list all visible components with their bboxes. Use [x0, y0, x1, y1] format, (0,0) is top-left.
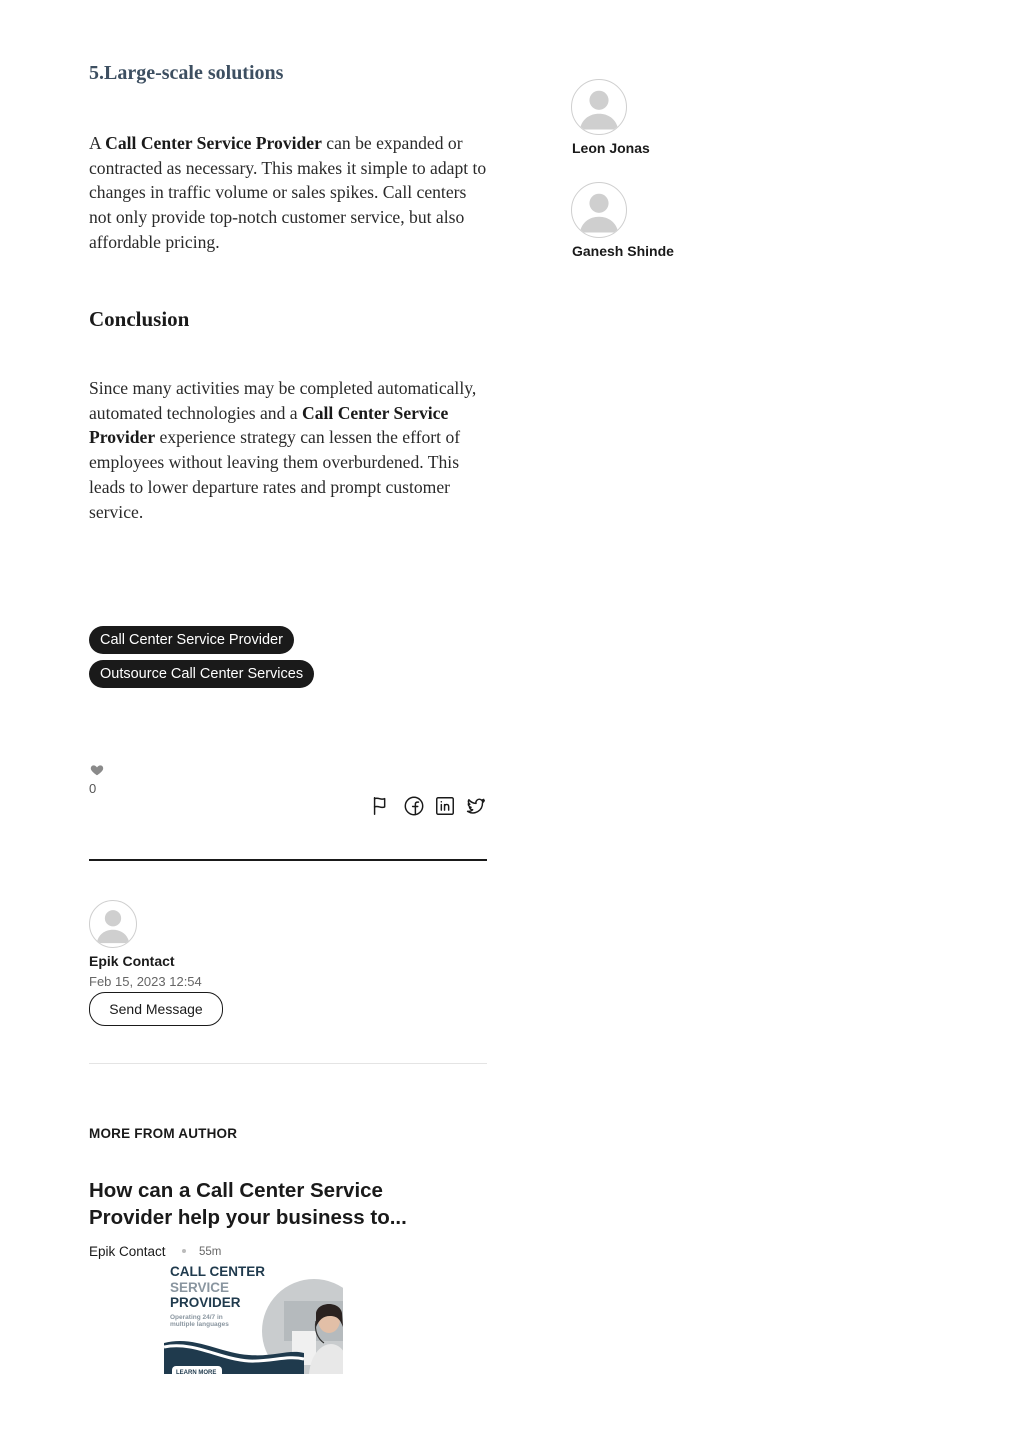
avatar[interactable] — [571, 79, 627, 135]
thumb-subtitle2: multiple languages — [170, 1321, 229, 1328]
flag-icon[interactable] — [370, 795, 392, 817]
heart-icon[interactable] — [90, 763, 104, 777]
avatar[interactable] — [89, 900, 137, 948]
divider — [89, 859, 487, 861]
bold-keyword: Call Center Service Provider — [89, 402, 449, 448]
facebook-icon[interactable] — [403, 795, 425, 817]
conclusion-paragraph: Since many activities may be completed automatically, automated technologies and a Call Center Service Provider experience strategy can lessen the effort of employees without leaving them overburdened. This leads to lower departure rates and prompt customer service. — [89, 378, 477, 522]
bold-keyword: Call Center Service Provider — [105, 133, 322, 153]
author-name[interactable]: Epik Contact — [89, 953, 175, 969]
more-post-title[interactable]: How can a Call Center Service Provider help your business to... — [89, 1179, 407, 1229]
like-count: 0 — [89, 781, 97, 796]
linkedin-icon[interactable] — [434, 795, 456, 817]
thumb-cta: LEARN MORE — [176, 1370, 217, 1374]
separator-dot — [182, 1249, 186, 1253]
sidebar-person-name[interactable]: Leon Jonas — [572, 140, 650, 156]
avatar[interactable] — [571, 182, 627, 238]
thumbnail-graphic — [164, 1261, 343, 1374]
twitter-icon[interactable] — [465, 795, 487, 817]
thumb-line1: CALL CENTER — [170, 1264, 266, 1279]
section-paragraph: A Call Center Service Provider can be expanded or contracted as necessary. This makes it simple to adapt to changes in traffic volume or sales spikes. Call centers not only provide top-notch customer service, but also affordable pricing. — [89, 133, 487, 252]
conclusion-heading: Conclusion — [89, 307, 190, 331]
more-post-time: 55m — [199, 1246, 222, 1258]
tag-chip[interactable]: Outsource Call Center Services — [89, 660, 314, 688]
thumb-line3: PROVIDER — [170, 1295, 241, 1310]
more-post-author[interactable]: Epik Contact — [89, 1244, 166, 1259]
post-thumbnail[interactable] — [164, 1261, 343, 1374]
sidebar-person-name[interactable]: Ganesh Shinde — [572, 243, 674, 259]
thumb-line2: SERVICE — [170, 1280, 230, 1295]
tag-chip[interactable]: Call Center Service Provider — [89, 626, 294, 654]
send-message-button[interactable]: Send Message — [89, 992, 223, 1026]
more-from-author-heading: MORE FROM AUTHOR — [89, 1126, 238, 1141]
thumb-subtitle1: Operating 24/7 in — [170, 1314, 223, 1321]
divider — [89, 1063, 487, 1064]
section-heading: 5.Large-scale solutions — [89, 62, 284, 84]
post-date: Feb 15, 2023 12:54 — [89, 974, 202, 989]
